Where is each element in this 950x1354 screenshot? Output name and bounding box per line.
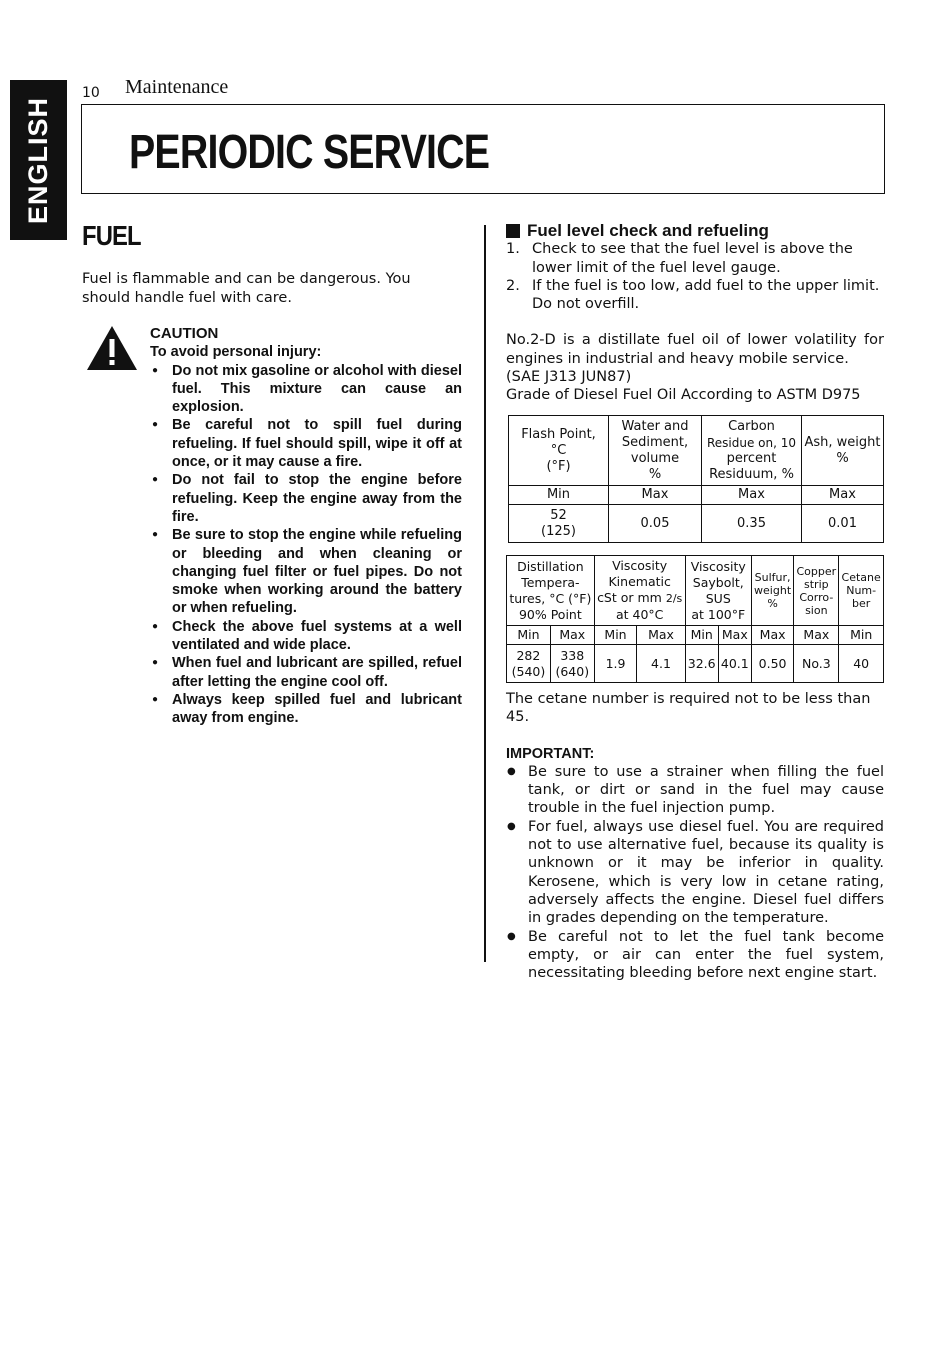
header-text: Kinematic	[608, 574, 671, 589]
header-text: Sulfur,	[754, 571, 791, 584]
header-text	[597, 590, 683, 607]
caution-item: ● Be careful not to spill fuel during refueling. If fuel should spill, wipe it off at once, or it may cause a fire.	[150, 416, 462, 471]
header-carbon-residue	[702, 416, 802, 486]
header-text: 90% Point	[518, 606, 582, 622]
header-flash-point	[509, 416, 609, 486]
caution-item: ● Always keep spilled fuel and lubricant away from engine.	[150, 691, 462, 728]
important-title: IMPORTANT:	[506, 745, 595, 762]
header-text: Distillation	[517, 558, 584, 574]
refuel-step	[506, 277, 884, 314]
important-list	[506, 763, 884, 983]
header-ash	[802, 416, 884, 486]
value-text: (540)	[511, 663, 546, 679]
header-text: (°F)	[546, 458, 571, 474]
header-text: SUS	[705, 590, 731, 606]
language-tab	[10, 80, 67, 240]
header-text: Ash, weight	[804, 434, 881, 450]
fuel-grade-para: No.2-D is a distillate fuel oil of lower volatility for engines in industrial and heavy mobile service.	[506, 332, 884, 367]
limit-cell: Max	[794, 626, 839, 645]
distillation-max-value	[550, 645, 594, 683]
kinematic-min-value: 1.9	[594, 645, 637, 683]
header-water-sediment	[609, 416, 702, 486]
caution-list	[150, 362, 462, 728]
header-text: Sediment,	[621, 434, 689, 450]
header-text: %	[836, 450, 849, 466]
carbon-value: 0.35	[702, 505, 802, 543]
value-text: 52	[550, 507, 567, 523]
header-text: Num-	[846, 584, 877, 597]
header-text: Tempera-	[521, 574, 580, 590]
limit-cell: Max	[702, 486, 802, 505]
header-copper-corrosion	[794, 556, 839, 626]
header-distillation	[507, 556, 595, 626]
saybolt-min-value: 32.6	[685, 645, 718, 683]
value-text: (125)	[541, 523, 576, 539]
limit-cell: Min	[839, 626, 884, 645]
caution-item: ● Be sure to stop the engine while refueling or bleeding and when cleaning or changing fuel filter or fuel pipes. Do not smoke when working around the battery or when refueling.	[150, 526, 462, 617]
refuel-step	[506, 240, 884, 277]
limit-cell: Max	[609, 486, 702, 505]
header-text-part: cSt or mm	[597, 590, 666, 605]
header-text: Residue on, 10	[706, 435, 797, 450]
refuel-heading	[506, 222, 884, 240]
header-text: %	[648, 466, 662, 482]
sae-reference: (SAE J313 JUN87)	[506, 369, 632, 386]
caution-item: ● Do not fail to stop the engine before refueling. Keep the engine away from the fire.	[150, 471, 462, 526]
caution-subtitle: To avoid personal injury:	[150, 344, 322, 361]
header-sulfur	[751, 556, 793, 626]
cetane-note: The cetane number is required not to be less than 45.	[506, 691, 871, 726]
header-viscosity-saybolt	[685, 556, 751, 626]
header-text: Copper	[796, 564, 837, 578]
flash-point-value	[509, 505, 609, 543]
header-text: Corro-	[799, 590, 834, 604]
header-text-part: 2/s	[665, 592, 683, 605]
value-text: 338	[560, 647, 585, 663]
limit-cell: Max	[550, 626, 594, 645]
header-text: tures, °C (°F)	[509, 590, 592, 606]
header-text: Saybolt,	[692, 574, 744, 590]
limit-cell: Min	[594, 626, 637, 645]
caution-item: ● When fuel and lubricant are spilled, refuel after letting the engine cool off.	[150, 654, 462, 691]
fuel-grade-table-2	[506, 555, 884, 683]
header-text: °C	[550, 442, 567, 458]
sulfur-value: 0.50	[751, 645, 793, 683]
limit-cell: Max	[637, 626, 685, 645]
header-text: %	[767, 597, 778, 610]
caution-item: ● Do not mix gasoline or alcohol with diesel fuel. This mixture can cause an explosion.	[150, 362, 462, 417]
warning-triangle-icon	[86, 325, 138, 371]
step-text: If the fuel is too low, add fuel to the upper limit. Do not overfill.	[532, 277, 880, 313]
important-item: ● Be sure to use a strainer when filling the fuel tank, or dirt or sand in the fuel may cause trouble in the fuel injection pump.	[506, 763, 884, 818]
cetane-value: 40	[839, 645, 884, 683]
fuel-intro: Fuel is flammable and can be dangerous. You should handle fuel with care.	[82, 271, 411, 306]
limit-cell: Min	[509, 486, 609, 505]
copper-value: No.3	[794, 645, 839, 683]
header-text: Viscosity	[612, 558, 668, 573]
fuel-grade-table-1	[508, 415, 884, 543]
caution-item: ● Check the above fuel systems at a well ventilated and wide place.	[150, 618, 462, 655]
notes-section	[506, 690, 884, 982]
fuel-heading: FUEL	[82, 220, 141, 251]
limit-cell: Max	[751, 626, 793, 645]
important-item: ● Be careful not to let the fuel tank become empty, or air can enter the fuel system, necessitating bleeding before next engine start.	[506, 928, 884, 983]
caution-title: CAUTION	[150, 325, 219, 342]
important-item: ● For fuel, always use diesel fuel. You are required not to use alternative fuel, because its quality is unknown or it may be inferior in quality. Kerosene, which is very low in cetane rating, adversely affects the engine. Diesel fuel differs in grades depending on the temperature.	[506, 818, 884, 928]
value-text: (640)	[555, 663, 590, 679]
header-text: Cetane	[841, 571, 881, 584]
header-text: sion	[805, 603, 828, 617]
astm-reference: Grade of Diesel Fuel Oil According to ASTM D975	[506, 387, 861, 404]
refuel-section	[506, 222, 884, 405]
header-text: weight	[754, 584, 792, 597]
refuel-heading-text: Fuel level check and refueling	[527, 221, 769, 240]
language-tab-label: ENGLISH	[23, 96, 54, 224]
header-cetane	[839, 556, 884, 626]
header-text: at 100°F	[691, 606, 746, 622]
ash-value: 0.01	[802, 505, 884, 543]
page-title: PERIODIC SERVICE	[129, 126, 490, 179]
limit-cell: Max	[802, 486, 884, 505]
header-viscosity-kinematic	[594, 556, 685, 626]
distillation-min-value	[507, 645, 551, 683]
kinematic-max-value: 4.1	[637, 645, 685, 683]
header-text: ber	[852, 597, 871, 610]
step-text: Check to see that the fuel level is above the lower limit of the fuel level gauge.	[532, 241, 853, 276]
header-text: Viscosity	[690, 558, 746, 574]
saybolt-max-value: 40.1	[718, 645, 751, 683]
caution-block	[82, 325, 462, 728]
section-name: Maintenance	[125, 76, 229, 98]
header-text: Water and	[621, 418, 689, 434]
limit-cell: Min	[685, 626, 718, 645]
header-text: strip	[804, 577, 829, 591]
header-text: Residuum, %	[709, 466, 794, 482]
fuel-section	[82, 220, 462, 308]
page-number: 10	[82, 85, 100, 101]
title-box	[81, 104, 885, 194]
header-text: Flash Point,	[521, 426, 596, 442]
value-text: 282	[516, 647, 541, 663]
header-text: Carbon	[728, 418, 775, 434]
limit-cell: Min	[507, 626, 551, 645]
header-text: percent	[726, 450, 777, 466]
square-bullet-icon	[506, 224, 520, 238]
column-divider	[484, 225, 486, 962]
header-text: volume	[630, 450, 680, 466]
header-text: at 40°C	[615, 607, 664, 622]
limit-cell: Max	[718, 626, 751, 645]
step-number: 2.	[506, 277, 520, 294]
refuel-steps	[506, 240, 884, 313]
step-number: 1.	[506, 241, 520, 258]
water-value: 0.05	[609, 505, 702, 543]
